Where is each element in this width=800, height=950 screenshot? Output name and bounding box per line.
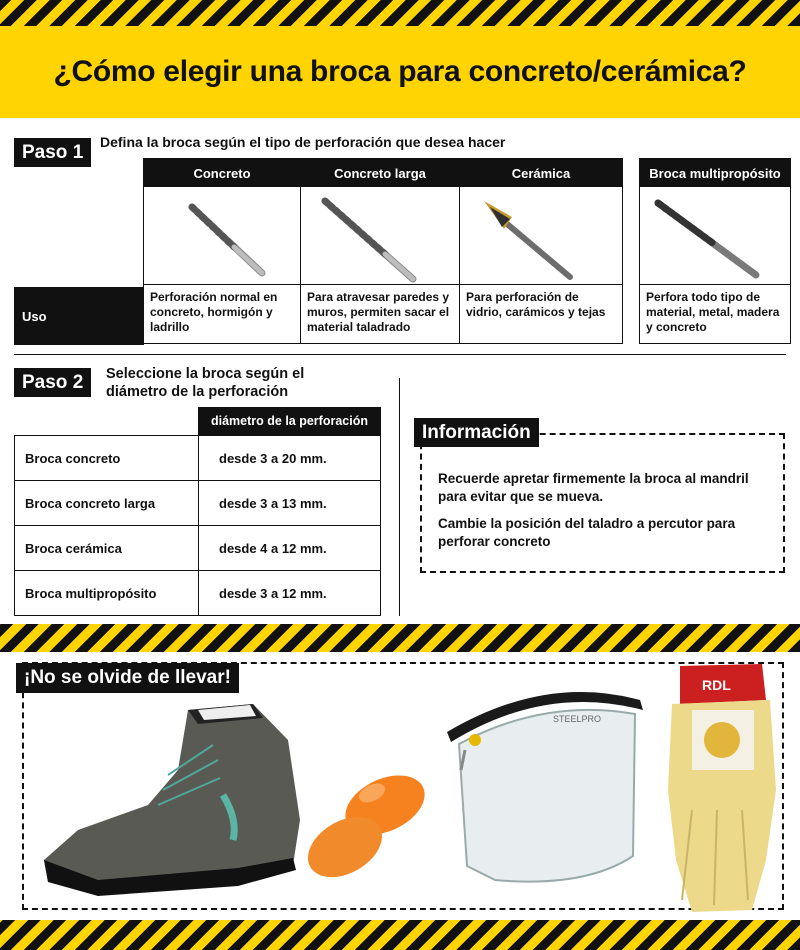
info-badge: Información (414, 418, 539, 447)
page-title: ¿Cómo elegir una broca para concreto/cerámica? (53, 55, 747, 88)
earplugs-image (300, 765, 435, 885)
step1-description: Defina la broca según el tipo de perforación que desea hacer (100, 134, 506, 150)
bit-use: Para atravesar paredes y muros, permiten sacar el material taladrado (307, 290, 450, 334)
info-tip-1: Recuerde apretar firmemente la broca al mandril para evitar que se mueva. (438, 471, 749, 504)
bit-name-cell: Broca multipropósito (15, 571, 199, 616)
bit-column-concreto-larga (300, 158, 460, 344)
bit-column-concreto (143, 158, 301, 344)
table-row (15, 526, 381, 571)
bit-header: Concreto (144, 159, 300, 187)
diameter-table (14, 435, 381, 616)
title-banner (0, 26, 800, 118)
section-divider (14, 354, 786, 355)
step2-description-line1: Seleccione la broca según el (106, 366, 305, 382)
diameter-column-header: diámetro de la perforación (198, 407, 381, 435)
drill-bit-icon (460, 187, 622, 285)
info-tip-2: Cambie la posición del taladro a percutor para perforar concreto (438, 516, 736, 549)
helmet-brand: STEELPRO (553, 714, 602, 724)
work-gloves-image (662, 660, 782, 915)
bit-column-multiproposito (639, 158, 791, 344)
drill-bit-icon (640, 187, 790, 285)
face-shield-image (435, 680, 670, 895)
bit-column-ceramica (459, 158, 623, 344)
hazard-stripe-top (0, 0, 800, 26)
bit-use: Perforación normal en concreto, hormigón y ladrillo (150, 290, 278, 334)
multipurpose-bit-image (640, 187, 790, 285)
table-row (15, 481, 381, 526)
glove-brand: RDL (702, 677, 731, 693)
diameter-cell: desde 3 a 20 mm. (199, 436, 381, 481)
concrete-bit-image (144, 187, 300, 285)
ceramic-bit-image (460, 187, 622, 285)
bit-name-cell: Broca concreto larga (15, 481, 199, 526)
hazard-stripe-middle (0, 624, 800, 652)
bit-name-cell: Broca concreto (15, 436, 199, 481)
bit-name-cell: Broca cerámica (15, 526, 199, 571)
drill-bit-icon (144, 187, 300, 285)
hazard-stripe-bottom (0, 920, 800, 950)
diameter-cell: desde 3 a 12 mm. (199, 571, 381, 616)
table-row (15, 571, 381, 616)
diameter-cell: desde 4 a 12 mm. (199, 526, 381, 571)
diameter-cell: desde 3 a 13 mm. (199, 481, 381, 526)
long-concrete-bit-image (301, 187, 459, 285)
vertical-divider (399, 378, 400, 616)
uso-label: Uso (14, 287, 144, 345)
table-row (15, 436, 381, 481)
bit-header: Cerámica (460, 159, 622, 187)
uso-top-line (14, 287, 144, 288)
step2-badge: Paso 2 (14, 368, 91, 397)
safety-boot-image (38, 700, 308, 905)
bit-header: Broca multipropósito (640, 159, 790, 187)
step2-description-line2: diámetro de la perforación (106, 384, 289, 400)
bit-use: Perfora todo tipo de material, metal, madera y concreto (646, 290, 780, 334)
step1-badge: Paso 1 (14, 138, 91, 167)
bit-use: Para perforación de vidrio, carámicos y tejas (466, 290, 606, 319)
drill-bit-icon (301, 187, 459, 285)
reminder-badge: ¡No se olvide de llevar! (16, 663, 239, 693)
bit-header: Concreto larga (301, 159, 459, 187)
